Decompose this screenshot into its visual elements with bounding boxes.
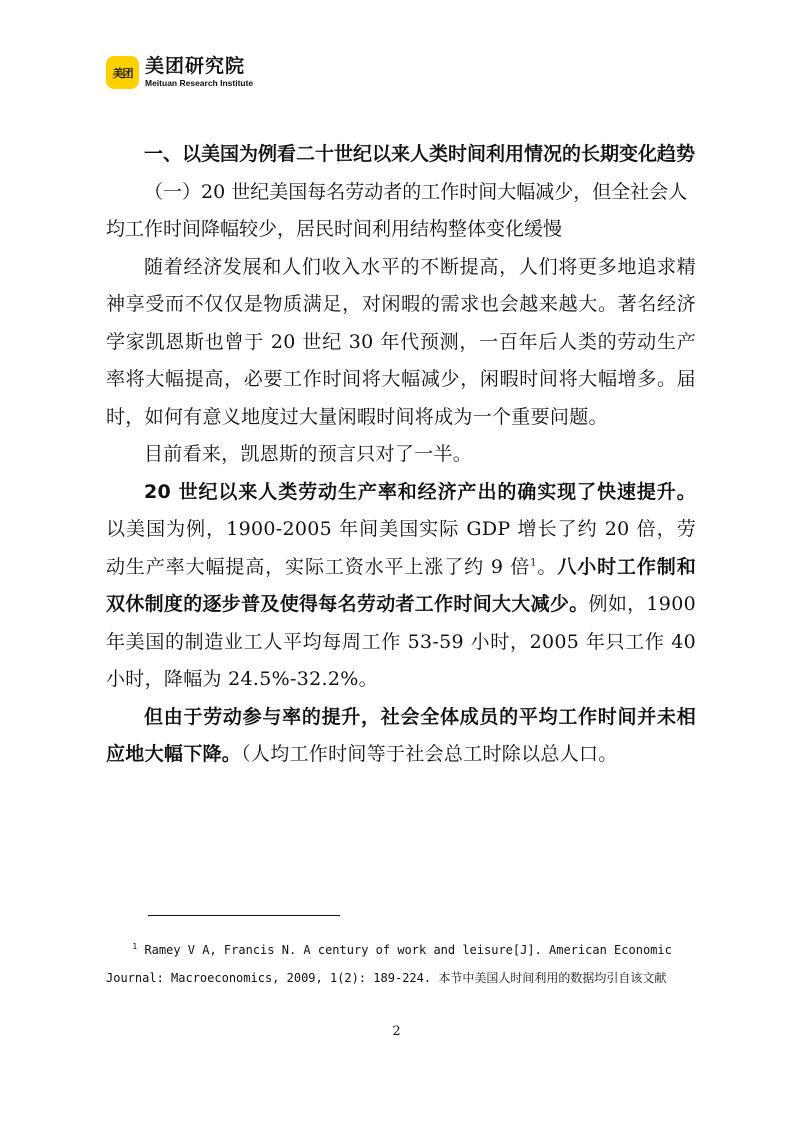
brand-text xyxy=(145,57,253,88)
body-text: 以美国为例，1900-2005 年间美国实际 GDP 增长了约 20 倍，劳动生产率大幅提高，实际工资水平上涨了约 9 倍 xyxy=(106,518,696,578)
paragraph-4 xyxy=(106,699,696,774)
document-body xyxy=(106,136,696,774)
brand-name-en: Meituan Research Institute xyxy=(145,78,254,89)
footnote-divider xyxy=(148,915,340,916)
meituan-logo-mark: 美团 xyxy=(106,56,139,89)
emphasis-text: 但由于劳动参与率的提升，社会全体成员的平均工作时间并未相应地大幅下降。 xyxy=(106,705,696,765)
section-heading: 一、以美国为例看二十世纪以来人类时间利用情况的长期变化趋势 xyxy=(144,143,696,165)
footnote-marker: 1 xyxy=(132,942,138,951)
emphasis-text: 20 世纪以来人类劳动生产率和经济产出的确实现了快速提升。 xyxy=(144,480,696,503)
paragraph-1: 随着经济发展和人们收入水平的不断提高，人们将更多地追求精神享受而不仅仅是物质满足，对闲暇的需求也会越来越大。著名经济学家凯恩斯也曾于 20 世纪 30 年代预测，一百年后人类的劳动生产率将大幅提高，必要工作时间将大幅减少，闲暇时间将大幅增多。届时，如何有意义地度过大量闲暇时间将成为一个重要问题。 xyxy=(106,255,696,428)
brand-logo xyxy=(106,56,253,89)
body-text: 。 xyxy=(536,555,558,578)
subsection-heading: （一）20 世纪美国每名劳动者的工作时间大幅减少，但全社会人均工作时间降幅较少，居民时间利用结构整体变化缓慢 xyxy=(106,180,688,240)
body-text: 例如，1900 年美国的制造业工人平均每周工作 53-59 小时，2005 年只工作 40 小时，降幅为 24.5%-32.2%。 xyxy=(106,593,696,690)
body-text: （人均工作时间等于社会总工时除以总人口。 xyxy=(241,743,618,765)
emphasis-text: 八小时工作制和双休制度的逐步普及使得每名劳动者工作时间大大减少。 xyxy=(106,555,696,615)
paragraph-3 xyxy=(106,474,696,699)
footnote-text-line2: Journal: Macroeconomics, 2009, 1(2): 189-224. 本节中美国人时间利用的数据均引自该文献 xyxy=(106,971,667,985)
footnote-text-line1: Ramey V A, Francis N. A century of work and leisure[J]. American Economic xyxy=(144,943,672,957)
footnote xyxy=(106,936,696,992)
paragraph-2: 目前看来，凯恩斯的预言只对了一半。 xyxy=(144,443,473,465)
brand-name-cn: 美团研究院 xyxy=(145,55,246,78)
footnote-ref[interactable]: 1 xyxy=(530,557,537,569)
page-number: 2 xyxy=(392,1024,401,1039)
